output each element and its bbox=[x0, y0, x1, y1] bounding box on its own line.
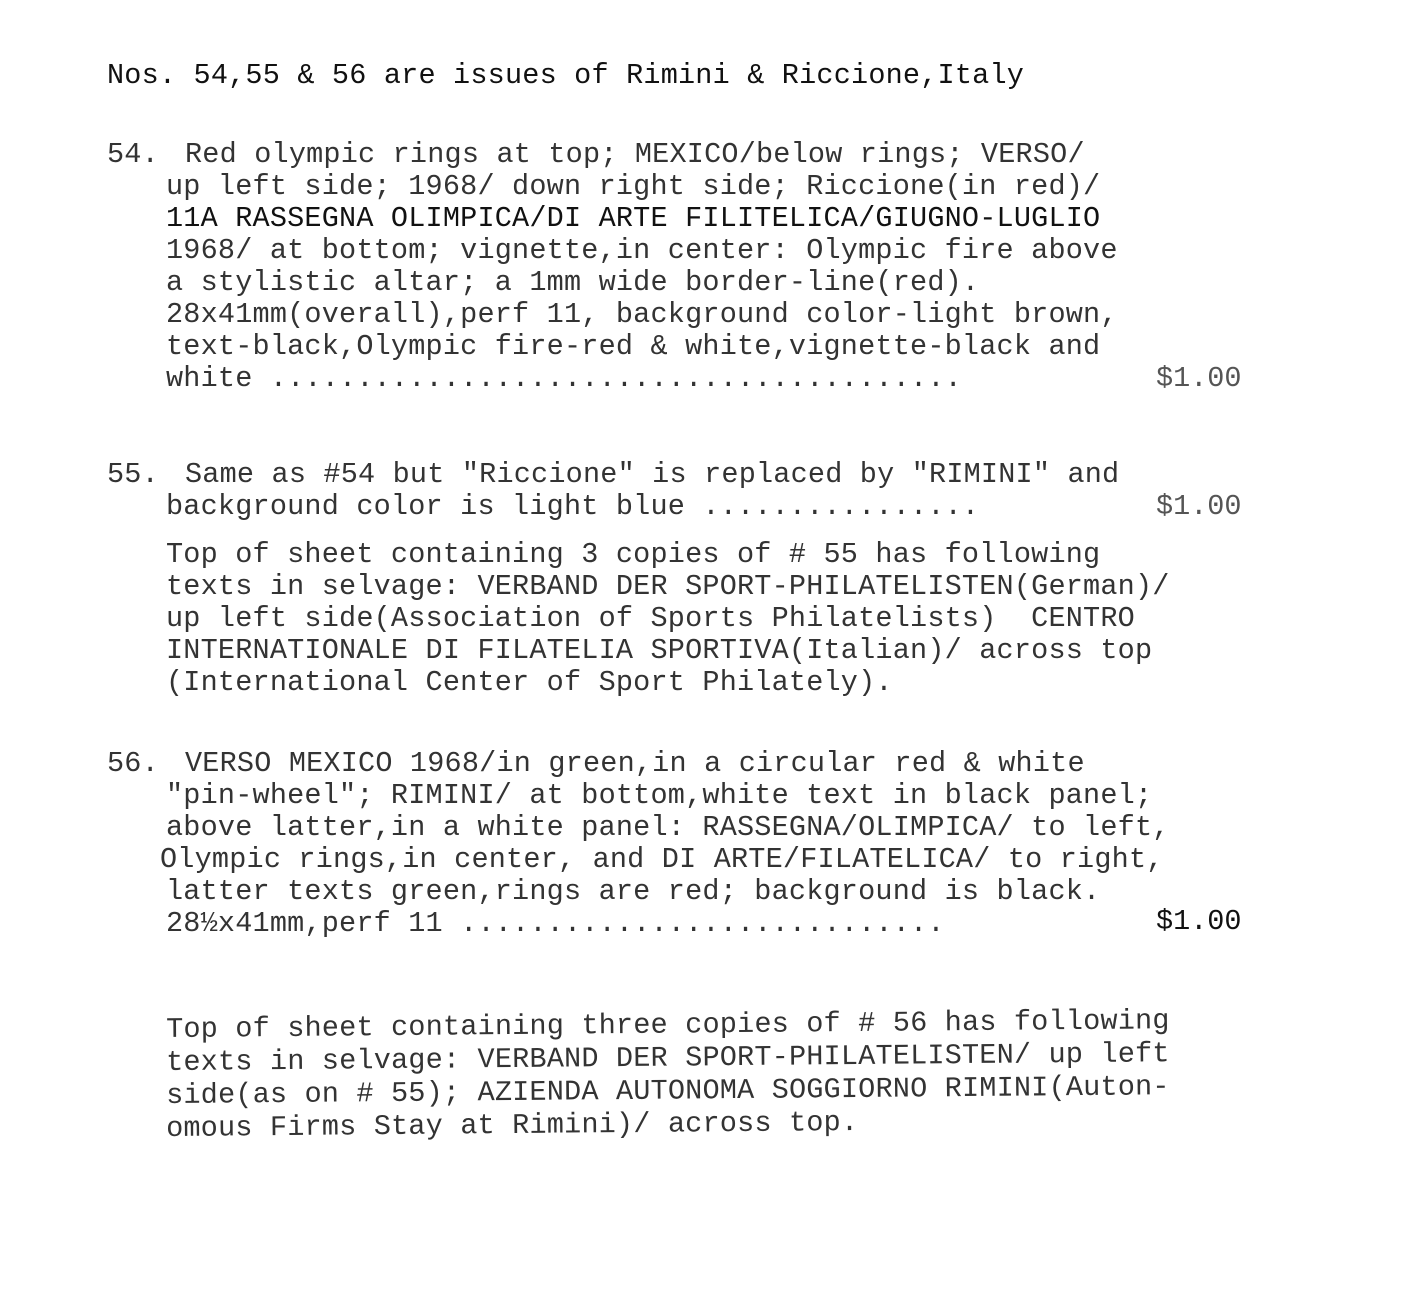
entry-56-line-4: Olympic rings,in center, and DI ARTE/FILATELICA/ to right, bbox=[160, 843, 1164, 876]
entry-55-note-line-5: (International Center of Sport Philately). bbox=[166, 666, 893, 699]
entry-56-line-5: latter texts green,rings are red; background is black. bbox=[166, 875, 1101, 908]
entry-55-note-line-2: texts in selvage: VERBAND DER SPORT-PHILATELISTEN(German)/ bbox=[166, 570, 1170, 603]
entry-56-note-line-3: side(as on # 55); AZIENDA AUTONOMA SOGGIORNO RIMINI(Auton- bbox=[165, 1070, 1170, 1112]
entry-56-line-3: above latter,in a white panel: RASSEGNA/OLIMPICA/ to left, bbox=[166, 811, 1170, 844]
entry-54-line-3: 11A RASSEGNA OLIMPICA/DI ARTE FILITELICA/GIUGNO-LUGLIO bbox=[166, 202, 1101, 235]
entry-54-number: 54. bbox=[107, 138, 159, 171]
entry-56-note-line-1: Top of sheet containing three copies of # 56 has following bbox=[165, 1004, 1170, 1046]
entry-55-note-line-4: INTERNATIONALE DI FILATELIA SPORTIVA(Italian)/ across top bbox=[166, 634, 1153, 667]
entry-54-line-5: a stylistic altar; a 1mm wide border-line(red). bbox=[166, 266, 980, 299]
entry-54-line-7: text-black,Olympic fire-red & white,vignette-black and bbox=[166, 330, 1101, 363]
entry-55-price: $1.00 bbox=[1156, 490, 1242, 523]
entry-55-number: 55. bbox=[107, 458, 159, 491]
entry-54-line-4: 1968/ at bottom; vignette,in center: Olympic fire above bbox=[166, 234, 1118, 267]
entry-54-price: $1.00 bbox=[1156, 362, 1242, 395]
entry-55-note-line-1: Top of sheet containing 3 copies of # 55 has following bbox=[166, 538, 1101, 571]
entry-56-line-6: 28½x41mm,perf 11 ............................ bbox=[166, 907, 945, 940]
entry-56-line-1: VERSO MEXICO 1968/in green,in a circular red & white bbox=[185, 747, 1085, 780]
entry-55-note-line-3: up left side(Association of Sports Philatelists) CENTRO bbox=[166, 602, 1135, 635]
entry-55-line-1: Same as #54 but "Riccione" is replaced by "RIMINI" and bbox=[185, 458, 1120, 491]
entry-54-line-2: up left side; 1968/ down right side; Riccione(in red)/ bbox=[166, 170, 1101, 203]
entry-54-line-8: white ........................................ bbox=[166, 362, 962, 395]
entry-56-note-line-4: omous Firms Stay at Rimini)/ across top. bbox=[165, 1105, 859, 1145]
entry-56-price: $1.00 bbox=[1156, 905, 1242, 938]
entry-54-line-6: 28x41mm(overall),perf 11, background color-light brown, bbox=[166, 298, 1118, 331]
entry-55-line-2: background color is light blue ................ bbox=[166, 490, 980, 523]
document-header: Nos. 54,55 & 56 are issues of Rimini & Riccione,Italy bbox=[107, 59, 1025, 92]
entry-56-line-2: "pin-wheel"; RIMINI/ at bottom,white text in black panel; bbox=[166, 779, 1153, 812]
entry-56-number: 56. bbox=[107, 747, 159, 780]
entry-54-line-1: Red olympic rings at top; MEXICO/below rings; VERSO/ bbox=[185, 138, 1085, 171]
entry-56-note-line-2: texts in selvage: VERBAND DER SPORT-PHILATELISTEN/ up left bbox=[165, 1037, 1170, 1079]
